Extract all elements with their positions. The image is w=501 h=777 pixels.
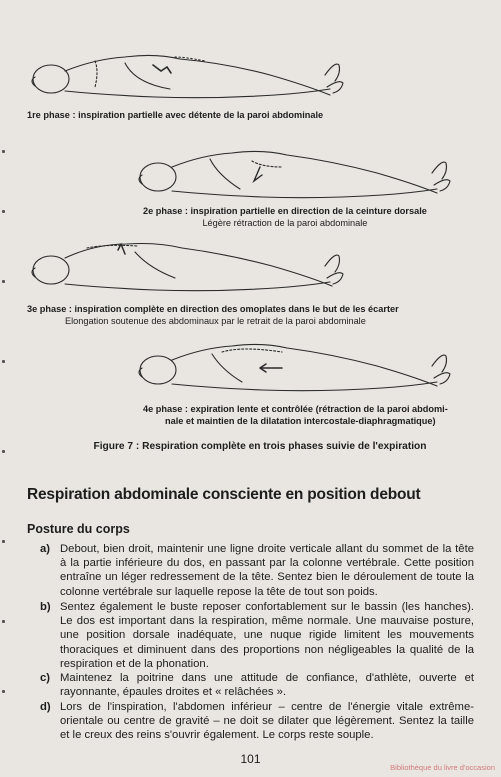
- subsection-title: Posture du corps: [27, 522, 130, 536]
- figure-phase-1-caption: [27, 110, 323, 122]
- list-item-text: Sentez également le buste reposer confortablement sur le bassin (les hanches). Le dos est important dans la respiration, même normale. Une mauvaise posture, une position dorsale inadéquate, une nuque rigide limitent les mouvements thoraciques et diminuent dans des proportions non négligeables la qualité de la respiration et de la phonation.: [60, 601, 474, 670]
- figure-phase-4-illustration: [132, 338, 462, 400]
- figure-phase-2-caption: [143, 206, 427, 229]
- figure-phase-3-illustration: [25, 238, 355, 300]
- figure-phase-2-illustration: [132, 145, 462, 207]
- phase-2-title: 2e phase : inspiration partielle en direction de la ceinture dorsale: [143, 206, 427, 216]
- phase-4-title-line2: nale et maintien de la dilatation intercostale-diaphragmatique): [165, 415, 436, 426]
- phase-3-title: 3e phase : inspiration complète en direction des omoplates dans le but de les écarter: [27, 304, 399, 314]
- phase-3-subtitle: Elongation soutenue des abdominaux par le retrait de la paroi abdominale: [65, 315, 366, 326]
- list-item-label: b): [40, 601, 51, 613]
- page-number: 101: [240, 752, 261, 766]
- page-edge-marks: [2, 150, 6, 730]
- phase-4-title-line1: 4e phase : expiration lente et contrôlée (rétraction de la paroi abdomi-: [143, 404, 448, 414]
- phase-2-subtitle: Légère rétraction de la paroi abdominale: [202, 217, 368, 228]
- figure-phase-1-illustration: [25, 45, 355, 107]
- list-item-label: d): [40, 701, 51, 713]
- list-item-text: Maintenez la poitrine dans une attitude de confiance, d'athlète, ouverte et rayonnante, épaules droites et « relâchées ».: [60, 672, 474, 699]
- figure-caption: Figure 7 : Respiration complète en trois phases suivie de l'expiration: [93, 441, 427, 452]
- list-item-label: c): [40, 672, 51, 684]
- figure-phase-3-caption: [27, 304, 399, 327]
- figure-phase-4-caption: [143, 404, 448, 427]
- list-item-b: [40, 600, 474, 671]
- section-title: Respiration abdominale consciente en position debout: [27, 486, 421, 503]
- list-item-text: Debout, bien droit, maintenir une ligne droite verticale allant du sommet de la tête à la partie inférieure du dos, en passant par la colonne vertébrale. Cette position entraîne un léger redressement de la tête. Sentez bien le déroulement de toute la colonne vertébrale sur laquelle repose la tête de tout son poids.: [60, 543, 474, 598]
- list-item-label: a): [40, 543, 51, 555]
- list-item-c: [40, 671, 474, 699]
- list-item-d: [40, 700, 474, 743]
- list-item-text: Lors de l'inspiration, l'abdomen inférieur – centre de l'énergie vitale extrême-orientale ou centre de gravité – ne doit se dilater que légèrement. Sentez la taille et le creux des reins s'ouvrir également. Le corps reste souple.: [60, 701, 474, 742]
- list-item-a: [40, 542, 474, 599]
- phase-1-title: 1re phase : inspiration partielle avec détente de la paroi abdominale: [27, 110, 324, 120]
- watermark-text: Bibliothèque du livre d'occasion: [390, 763, 495, 772]
